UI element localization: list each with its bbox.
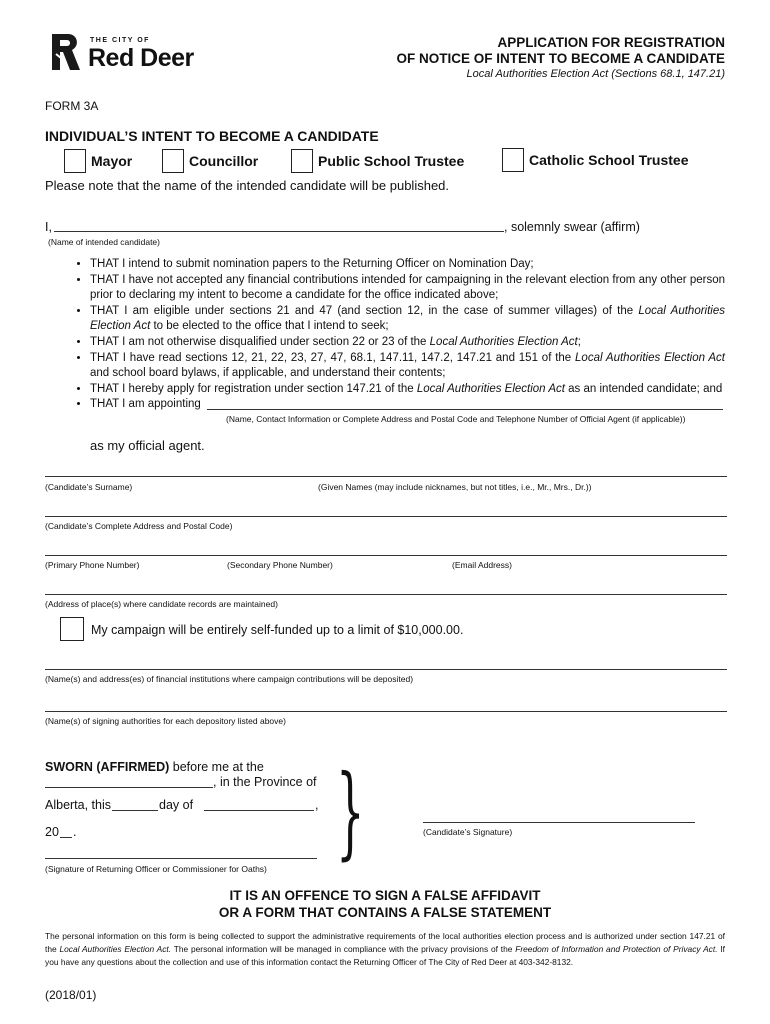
warning-line2: OR A FORM THAT CONTAINS A FALSE STATEMENT: [218, 905, 552, 920]
publish-note: Please note that the name of the intended candidate will be published.: [45, 178, 450, 193]
checkbox-self-funded[interactable]: [60, 617, 84, 641]
checkbox-catholic-school-trustee[interactable]: [502, 148, 524, 172]
signing-authorities-line[interactable]: [45, 711, 727, 712]
checkbox-public-school-trustee[interactable]: [291, 149, 313, 173]
sworn-day-of: day of: [159, 798, 194, 812]
sworn-alberta: Alberta, this: [45, 798, 112, 812]
agent-suffix: as my official agent.: [90, 438, 205, 453]
records-address-caption: (Address of place(s) where candidate records are maintained): [45, 599, 278, 609]
sworn-month-field[interactable]: [204, 810, 314, 811]
sworn-comma: ,: [315, 798, 319, 812]
name-caption: (Name of intended candidate): [48, 237, 160, 247]
form-act-reference: Local Authorities Election Act (Sections 68.1, 147.21): [466, 68, 725, 80]
institutions-caption: (Name(s) and address(es) of financial institutions where campaign contributions will be deposited): [45, 674, 414, 684]
statement-4: • THAT I am not otherwise disqualified under section 22 or 23 of the Local Authorities Election Act;: [90, 335, 725, 351]
surname-caption: (Candidate’s Surname): [45, 482, 133, 492]
phone-email-line[interactable]: [45, 555, 727, 556]
label-public-school-trustee: Public School Trustee: [318, 153, 465, 169]
sworn-heading: SWORN (AFFIRMED) before me at the: [45, 760, 264, 774]
statement-1: • THAT I intend to submit nomination papers to the Returning Officer on Nomination Day;: [90, 257, 725, 273]
red-deer-logo-icon: [48, 32, 82, 72]
label-catholic-school-trustee: Catholic School Trustee: [529, 152, 689, 168]
warning-line1: IT IS AN OFFENCE TO SIGN A FALSE AFFIDAVIT: [229, 888, 541, 903]
address-caption: (Candidate’s Complete Address and Postal Code): [45, 521, 233, 531]
statement-5: • THAT I have read sections 12, 21, 22, 23, 27, 47, 68.1, 147.11, 147.2, 147.21 and 151 of the Local Authorities Election Act and school board bylaws, if applicable, and understand their contents;: [90, 351, 725, 382]
label-councillor: Councillor: [189, 153, 259, 169]
oath-statements: [45, 257, 725, 413]
given-names-caption: (Given Names (may include nicknames, but not titles, i.e., Mr., Mrs., Dr.)): [318, 482, 592, 492]
statement-6: • THAT I hereby apply for registration under section 147.21 of the Local Authorities Election Act as an intended candidate; and: [90, 382, 725, 398]
sworn-year-prefix: 20: [45, 825, 59, 839]
signing-authorities-caption: (Name(s) of signing authorities for each depository listed above): [45, 716, 286, 726]
sworn-location-field[interactable]: [45, 787, 213, 788]
institutions-line[interactable]: [45, 669, 727, 670]
official-agent-field[interactable]: [207, 409, 723, 410]
candidate-signature-field[interactable]: [423, 822, 695, 823]
primary-phone-caption: (Primary Phone Number): [45, 560, 140, 570]
form-title-line2: OF NOTICE OF INTENT TO BECOME A CANDIDATE: [396, 51, 725, 66]
checkbox-councillor[interactable]: [162, 149, 184, 173]
statement-3: • THAT I am eligible under sections 21 and 47 (and section 12, in the case of summer villages) of the Local Authorities Election Act to be elected to the office that I intend to seek;: [90, 304, 725, 335]
secondary-phone-caption: (Secondary Phone Number): [227, 560, 333, 570]
statement-7: • THAT I am appointing: [90, 397, 725, 413]
officer-signature-caption: (Signature of Returning Officer or Commissioner for Oaths): [45, 864, 267, 874]
email-caption: (Email Address): [452, 560, 512, 570]
candidate-signature-caption: (Candidate’s Signature): [423, 827, 513, 837]
self-funded-label: My campaign will be entirely self-funded up to a limit of $10,000.00.: [91, 623, 464, 637]
statement-2: • THAT I have not accepted any financial contributions intended for campaigning in the relevant election from any other person prior to declaring my intent to become a candidate for the office indicated above;: [90, 273, 725, 304]
privacy-notice: The personal information on this form is being collected to support the administrative requirements of the local authorities election process and is authorized under section 147.21 of the Local Authorities Election Act. The personal information will be managed in compliance with the privacy provisions of the Freedom of Information and Protection of Privacy Act. If you have any questions about the collection and use of this information contact the Returning Officer of The City of Red Deer at 403-342-8132.: [45, 931, 725, 967]
sworn-period: .: [73, 825, 77, 839]
label-mayor: Mayor: [91, 153, 133, 169]
sworn-province: , in the Province of: [213, 775, 317, 789]
oath-suffix: , solemnly swear (affirm): [504, 220, 640, 234]
form-number: FORM 3A: [45, 99, 99, 113]
officer-signature-field[interactable]: [45, 858, 317, 859]
surname-line[interactable]: [45, 476, 727, 477]
brace-divider: }: [336, 753, 365, 870]
oath-prefix: I,: [45, 220, 52, 234]
logo-red-deer: Red Deer: [88, 44, 194, 72]
form-title-line1: APPLICATION FOR REGISTRATION: [497, 35, 725, 50]
sworn-day-field[interactable]: [112, 810, 158, 811]
form-version: (2018/01): [45, 988, 97, 1002]
logo-city-of: THE CITY OF: [90, 37, 150, 44]
candidate-name-field[interactable]: [54, 231, 504, 232]
address-line[interactable]: [45, 516, 727, 517]
checkbox-mayor[interactable]: [64, 149, 86, 173]
records-address-line[interactable]: [45, 594, 727, 595]
agent-caption: (Name, Contact Information or Complete Address and Postal Code and Telephone Number of Official Agent (if applicable)): [226, 414, 686, 424]
section-title: INDIVIDUAL’S INTENT TO BECOME A CANDIDATE: [45, 128, 379, 144]
sworn-year-field[interactable]: [60, 837, 72, 838]
